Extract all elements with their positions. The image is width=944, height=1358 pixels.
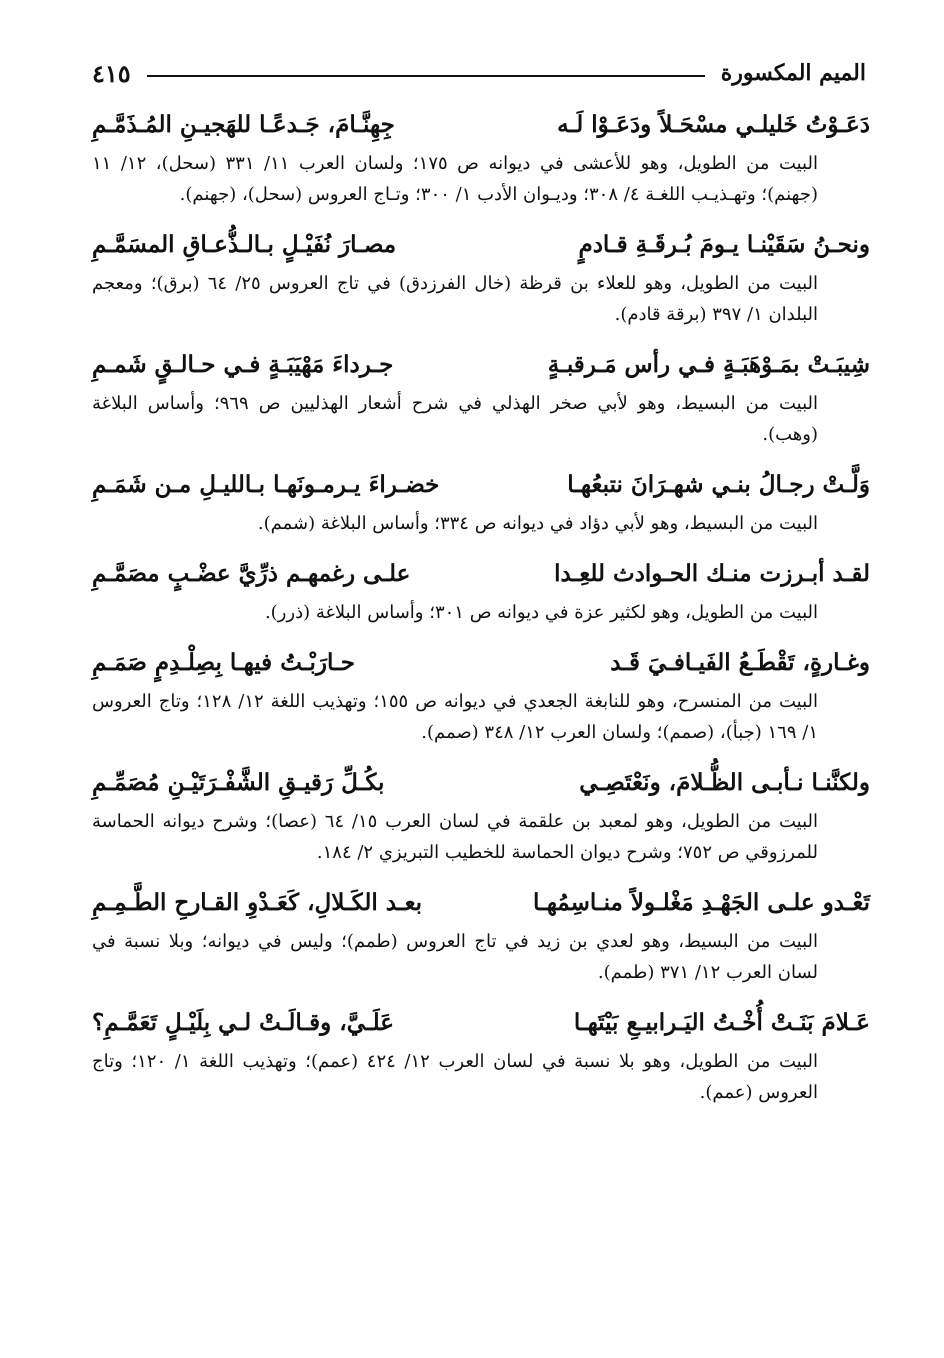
first-hemistich: ولكنَّنـا نـأبـى الظُّـلامَ، ونَعْتَصِـي (579, 769, 870, 796)
second-hemistich: جِهِنَّـامَ، جَـدعًـا للهَجيـنِ المُـذَمَّـمِ (92, 111, 395, 138)
verse-entry (92, 642, 870, 748)
verse-line (92, 642, 870, 684)
first-hemistich: لقـد أبـرزت منـك الحـوادث للعِـدا (554, 560, 870, 587)
source-note-text: البيت من البسيط، وهو لعدي بن زيد في تاج العروس (طمم)؛ وليس في ديوانه؛ وبلا نسبة في لسان العرب ١٢/ ٣٧١ (طمم). (92, 931, 818, 983)
second-hemistich: جـرداءَ مَهْيَبَـةٍ فـي حـالـقٍ شَمـمِ (92, 351, 394, 378)
header-rule (147, 75, 705, 77)
verse-entry (92, 464, 870, 539)
verse-entry (92, 762, 870, 868)
verse-line (92, 1002, 870, 1044)
source-note (92, 1046, 870, 1108)
source-note-text: البيت من البسيط، وهو لأبي صخر الهذلي في شرح أشعار الهذليين ص ٩٦٩؛ وأساس البلاغة (وهب). (92, 393, 818, 445)
first-hemistich: شِيبَـتْ بمَـوْهَبَـةٍ فـي رأس مَـرقبـةٍ (547, 351, 870, 378)
first-hemistich: دَعَـوْتُ خَليلـي مسْحَـلاً ودَعَـوْا لَـه (557, 111, 870, 138)
verse-line (92, 882, 870, 924)
second-hemistich: علـى رغمهـم ذرِّيَّ عضْـبٍ مصَمَّـمِ (92, 560, 411, 587)
source-note-text: البيت من الطويل، وهو لكثير عزة في ديوانه ص ٣٠١؛ وأساس البلاغة (ذرر). (264, 602, 818, 623)
first-hemistich: عَـلامَ بَنَـتْ أُخْـتُ اليَـرابيـعِ بَيْتَهـا (573, 1009, 870, 1036)
verse-entry (92, 882, 870, 988)
second-hemistich: مصـارَ نُفَيْـلٍ بـالـذُّعـاقِ المسَمَّـمِ (92, 231, 397, 258)
page-header (92, 56, 866, 90)
second-hemistich: عَلَـيَّ، وقـالَـتْ لـي بِلَيْـلٍ تَعَمَّـمِ؟ (92, 1009, 394, 1036)
first-hemistich: ونحـنُ سَقَيْنـا يـومَ بُـرقَـةِ قـادمٍ (578, 231, 870, 258)
verse-entry (92, 344, 870, 450)
source-note (92, 148, 870, 210)
verse-line (92, 344, 870, 386)
source-note (92, 508, 870, 539)
second-hemistich: بعـد الكَـلالِ، كَعَـدْوِ القـارحِ الطَّـمِـمِ (92, 889, 423, 916)
second-hemistich: خضـراءَ يـرمـونَهـا بـالليـلِ مـن شَمَـمِ (92, 471, 440, 498)
verse-entry (92, 104, 870, 210)
verse-line (92, 224, 870, 266)
source-note-text: البيت من الطويل، وهو للعلاء بن قرظة (خال الفرزدق) في تاج العروس ٢٥/ ٦٤ (برق)؛ ومعجم البلدان ١/ ٣٩٧ (برقة قادم). (92, 273, 819, 325)
source-note (92, 597, 870, 628)
second-hemistich: حـارَبْـتُ فيهـا بِصِلْـدِمٍ صَمَـمِ (92, 649, 355, 676)
source-note-text: البيت من الطويل، وهو بلا نسبة في لسان العرب ١٢/ ٤٢٤ (عمم)؛ وتهذيب اللغة ١/ ١٢٠؛ وتاج العروس (عمم). (92, 1051, 818, 1103)
source-note-text: البيت من الطويل، وهو للأعشى في ديوانه ص ١٧٥؛ ولسان العرب ١١/ ٣٣١ (سحل)، ١٢/ ١١ (جهنم)؛ وتهـذيـب اللغـة ٤/ ٣٠٨؛ وديـوان الأدب ١/ ٣٠٠؛ وتـاج العروس (سحل)، (جهنم). (92, 153, 818, 205)
verse-line (92, 464, 870, 506)
verse-line (92, 762, 870, 804)
source-note (92, 686, 870, 748)
source-note (92, 268, 870, 330)
running-title: الميم المكسورة (720, 60, 866, 86)
first-hemistich: تَعْـدو علـى الجَهْـدِ مَغْلـولاً منـاسِمُهـا (532, 889, 870, 916)
source-note-text: البيت من الطويل، وهو لمعبد بن علقمة في لسان العرب ١٥/ ٦٤ (عصا)؛ وشرح ديوانه الحماسة للمرزوقي ص ٧٥٢؛ وشرح ديوان الحماسة للخطيب التبريزي ٢/ ١٨٤. (92, 811, 818, 863)
verse-line (92, 553, 870, 595)
first-hemistich: وغـارةٍ، تَقْطَـعُ الفَيـافـيَ قَـد (610, 649, 870, 676)
page-number: ٤١٥ (92, 58, 131, 88)
source-note (92, 806, 870, 868)
source-note-text: البيت من المنسرح، وهو للنابغة الجعدي في ديوانه ص ١٥٥؛ وتهذيب اللغة ١٢/ ١٢٨؛ وتاج العروس ١/ ١٦٩ (جبأ)، (صمم)؛ ولسان العرب ١٢/ ٣٤٨ (صمم). (92, 691, 818, 743)
verse-entries (92, 104, 870, 1122)
source-note (92, 388, 870, 450)
first-hemistich: وَلَّـتْ رجـالُ بنـي شهـرَانَ نتبعُهـا (567, 471, 870, 498)
source-note-text: البيت من البسيط، وهو لأبي دؤاد في ديوانه ص ٣٣٤؛ وأساس البلاغة (شمم). (257, 513, 818, 534)
verse-entry (92, 1002, 870, 1108)
second-hemistich: بكُـلِّ رَقيـقِ الشَّفْـرَتَيْـنِ مُصَمِّـمِ (92, 769, 385, 796)
verse-entry (92, 224, 870, 330)
source-note (92, 926, 870, 988)
verse-entry (92, 553, 870, 628)
verse-line (92, 104, 870, 146)
